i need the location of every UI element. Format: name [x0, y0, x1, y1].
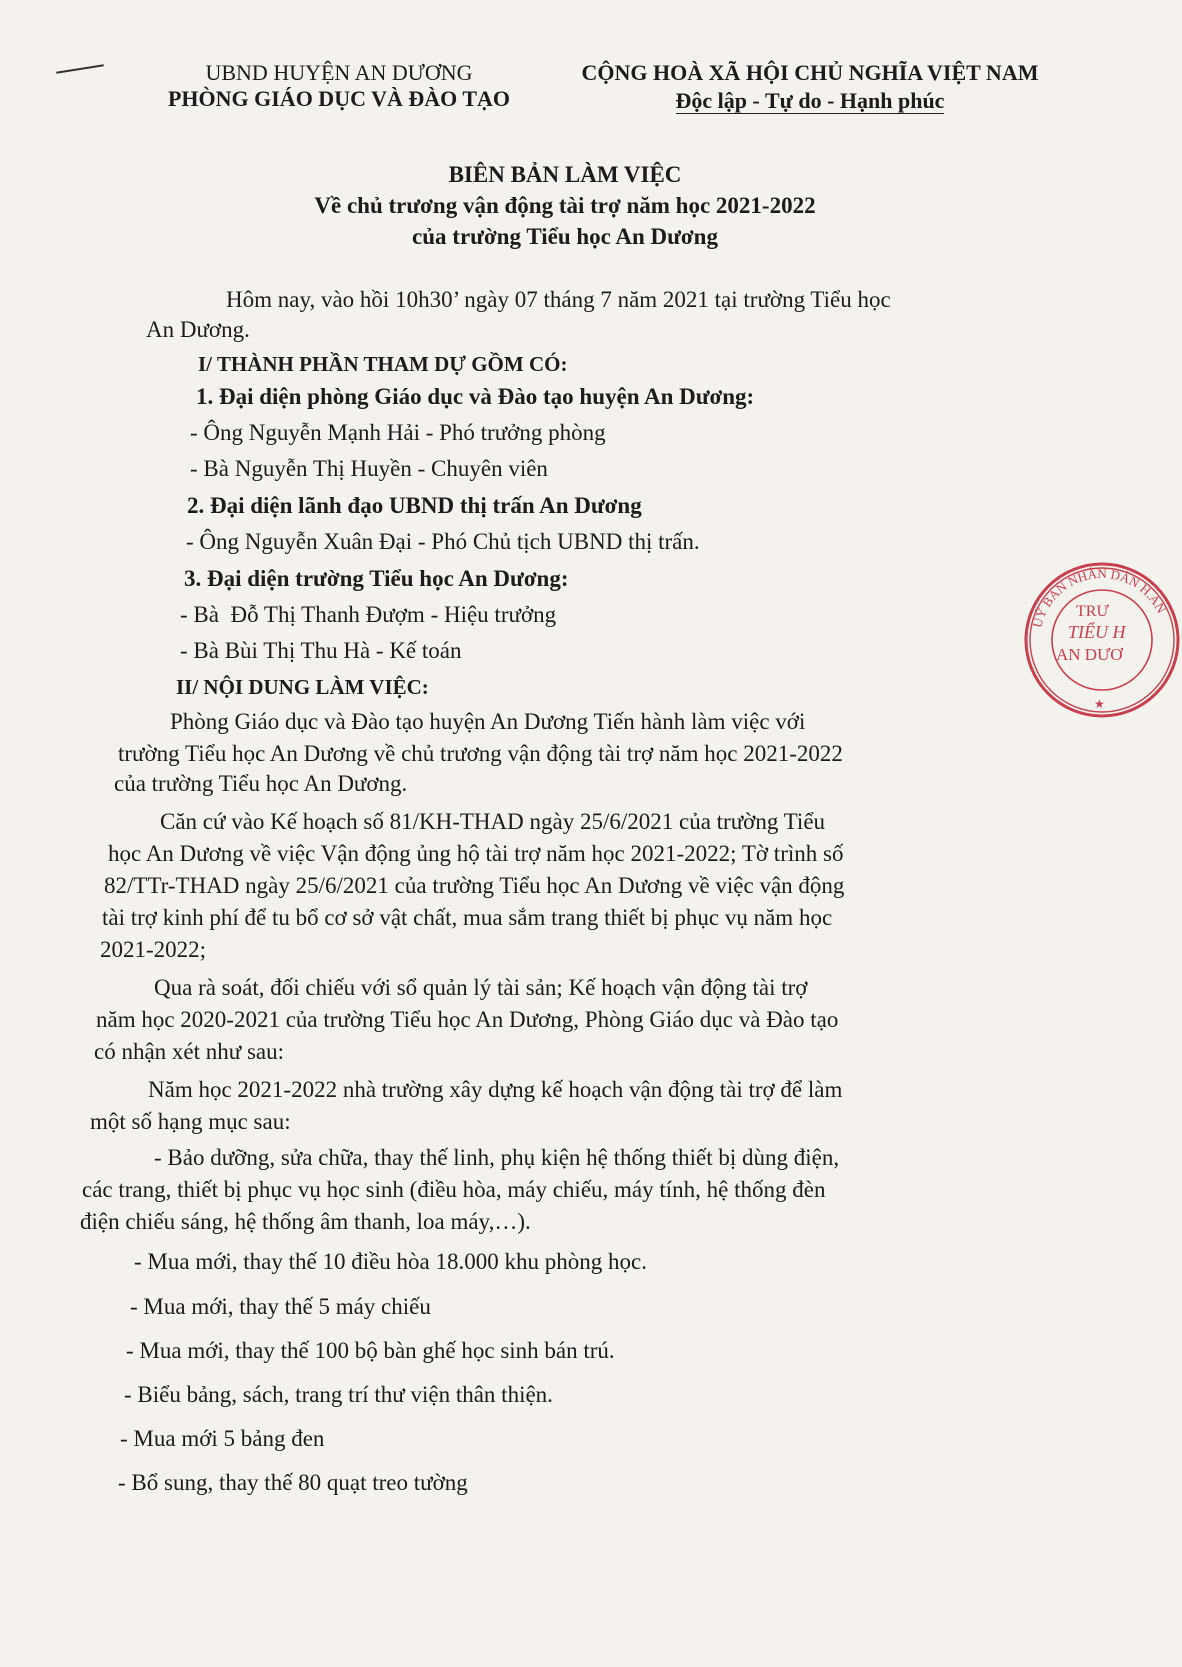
para-4-line: Năm học 2021-2022 nhà trường xây dựng kế hoạch vận động tài trợ để làm [148, 1077, 843, 1102]
para-2-line: học An Dương về việc Vận động ủng hộ tài trợ năm học 2021-2022; Tờ trình số [108, 841, 844, 866]
seal-inner-text-1: TRƯ [1076, 603, 1109, 620]
header-country: CỘNG HOÀ XÃ HỘI CHỦ NGHĨA VIỆT NAM [581, 60, 1039, 85]
section-2-heading: II/ NỘI DUNG LÀM VIỆC: [176, 675, 429, 699]
para-3-line: Qua rà soát, đối chiếu với sổ quản lý tài sản; Kế hoạch vận động tài trợ [154, 975, 808, 1000]
intro-line-2: An Dương. [146, 317, 250, 342]
list-item: - Mua mới, thay thế 100 bộ bàn ghế học sinh bán trú. [126, 1338, 615, 1363]
school-seal [1022, 560, 1182, 720]
list-item: - Bổ sung, thay thế 80 quạt treo tường [118, 1470, 468, 1495]
seal-inner-text-2: TIỂU H [1068, 622, 1126, 642]
seal-inner-text-3: AN DƯƠ [1056, 645, 1123, 664]
para-1-line: Phòng Giáo dục và Đào tạo huyện An Dương Tiến hành làm việc với [170, 709, 806, 734]
pen-mark [56, 64, 104, 73]
group-3-heading: 3. Đại diện trường Tiểu học An Dương: [184, 566, 569, 591]
doc-subtitle-1: Về chủ trương vận động tài trợ năm học 2021-2022 [314, 193, 816, 218]
item-1-line: - Bảo dưỡng, sửa chữa, thay thế linh, phụ kiện hệ thống thiết bị dùng điện, [154, 1145, 840, 1170]
section-1-heading: I/ THÀNH PHẦN THAM DỰ GỒM CÓ: [198, 352, 568, 376]
item-1-line: điện chiếu sáng, hệ thống âm thanh, loa máy,…). [80, 1209, 531, 1234]
para-2-line: Căn cứ vào Kế hoạch số 81/KH-THAD ngày 25/6/2021 của trường Tiểu [160, 809, 826, 834]
header-motto-text: Độc lập - Tự do - Hạnh phúc [675, 88, 945, 113]
group-2-member: - Ông Nguyễn Xuân Đại - Phó Chủ tịch UBND thị trấn. [186, 529, 700, 554]
para-4-line: một số hạng mục sau: [90, 1109, 291, 1134]
doc-subtitle-2: của trường Tiểu học An Dương [412, 224, 718, 249]
header-department-text: PHÒNG GIÁO DỤC VÀ ĐÀO TẠO [167, 86, 511, 111]
para-2-line: tài trợ kinh phí để tu bổ cơ sở vật chất, mua sắm trang thiết bị phục vụ năm học [102, 905, 833, 930]
para-3-line: năm học 2020-2021 của trường Tiểu học An Dương, Phòng Giáo dục và Đào tạo [96, 1007, 839, 1032]
header-motto [545, 90, 1075, 112]
group-3-member: - Bà Bùi Thị Thu Hà - Kế toán [180, 638, 462, 663]
para-2-line: 82/TTr-THAD ngày 25/6/2021 của trường Tiểu học An Dương về việc vận động [104, 873, 845, 898]
header-department [160, 88, 518, 110]
group-1-heading: 1. Đại diện phòng Giáo dục và Đào tạo huyện An Dương: [196, 384, 755, 409]
seal-outer-text: UỶ BAN NHÂN DÂN H.AN [1029, 565, 1170, 630]
group-3-member: - Bà Đỗ Thị Thanh Đượm - Hiệu trưởng [180, 602, 557, 627]
para-2-line: 2021-2022; [100, 937, 207, 962]
group-1-member: - Bà Nguyễn Thị Huyền - Chuyên viên [190, 456, 548, 481]
para-1-line: trường Tiểu học An Dương về chủ trương vận động tài trợ năm học 2021-2022 [118, 741, 843, 766]
list-item: - Mua mới, thay thế 10 điều hòa 18.000 khu phòng học. [134, 1249, 647, 1274]
group-1-member: - Ông Nguyễn Mạnh Hải - Phó trưởng phòng [190, 420, 606, 445]
intro-line-1: Hôm nay, vào hồi 10h30’ ngày 07 tháng 7 năm 2021 tại trường Tiểu học [226, 287, 891, 312]
header-agency: UBND HUYỆN AN DƯƠNG [205, 60, 473, 85]
doc-title: BIÊN BẢN LÀM VIỆC [448, 162, 682, 187]
group-2-heading: 2. Đại diện lãnh đạo UBND thị trấn An Dương [187, 493, 642, 518]
item-1-line: các trang, thiết bị phục vụ học sinh (điều hòa, máy chiếu, máy tính, hệ thống đèn [82, 1177, 826, 1202]
para-3-line: có nhận xét như sau: [94, 1039, 285, 1064]
para-1-line: của trường Tiểu học An Dương. [114, 771, 408, 796]
list-item: - Biểu bảng, sách, trang trí thư viện thân thiện. [124, 1382, 553, 1407]
seal-star-icon: ★ [1094, 697, 1105, 711]
list-item: - Mua mới 5 bảng đen [120, 1426, 325, 1451]
list-item: - Mua mới, thay thế 5 máy chiếu [130, 1294, 431, 1319]
